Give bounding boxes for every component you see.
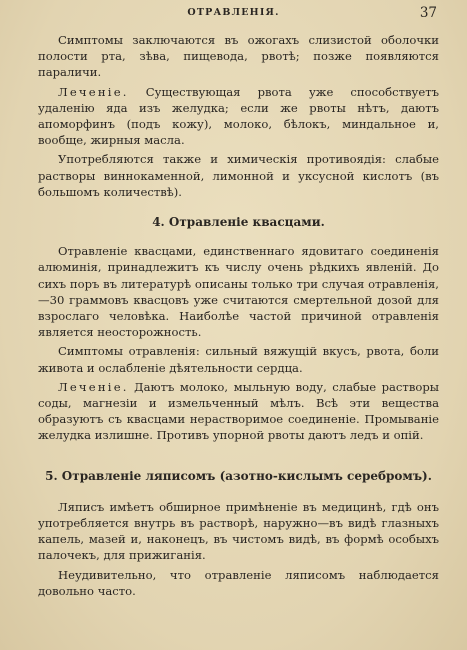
running-head [0, 6, 467, 22]
paragraph-antidotes: Употребляются также и химическія противоядія: слабые растворы виннокаменной, лимонной и уксусной кислотъ (въ большомъ количествѣ). [38, 152, 439, 199]
alum-treatment-text: Даютъ молоко, мыльную воду, слабые растворы соды, магнезіи и измельченный мѣлъ. Всѣ эти вещества образуютъ съ квасцами нерастворимое соединеніе. Промываніе желудка излишне. Противъ упорной рвоты даютъ ледъ и опій. [38, 379, 439, 443]
paragraph-treatment [38, 84, 439, 149]
paragraph-alum-treatment [38, 379, 439, 444]
treatment-text: Существующая рвота уже способствуетъ удаленію яда изъ желудка; если же рвоты нѣтъ, даютъ апоморфинъ (подъ кожу), молоко, бѣлокъ, миндальное и, вообще, жирныя масла. [38, 84, 439, 148]
paragraph-alum-symptoms: Симптомы отравленія: сильный вяжущій вкусъ, рвота, боли живота и ослабленіе дѣятельности сердца. [38, 344, 439, 375]
section-heading-alum: 4. Отравленіе квасцами. [152, 215, 325, 230]
treatment-label: Леченіе. [58, 84, 129, 99]
body-text [38, 32, 439, 602]
alum-treatment-label: Леченіе. [58, 379, 129, 394]
paragraph-lapis-frequency: Неудивительно, что отравленіе ляписомъ наблюдается довольно часто. [38, 567, 439, 598]
page-number: 37 [419, 5, 437, 21]
paragraph-symptoms: Симптомы заключаются въ ожогахъ слизистой оболочки полости рта, зѣва, пищевода, рвотѣ; позже появляются параличи. [38, 33, 439, 80]
paragraph-alum-intro: Отравленіе квасцами, единственнаго ядовитаго соединенія алюминія, принадлежитъ къ числу очень рѣдкихъ явленій. До сихъ поръ въ литературѣ описаны только три случая отравленія,—30 граммовъ квасцовъ уже считаются смертельной дозой для взрослаго человѣка. Наиболѣе частой причиной отравленія является неосторожность. [38, 244, 439, 340]
paragraph-lapis-uses: Ляписъ имѣетъ обширное примѣненіе въ медицинѣ, гдѣ онъ употребляется внутрь въ растворѣ, наружно—въ видѣ глазныхъ капель, мазей и, наконецъ, въ чистомъ видѣ, въ формѣ особыхъ палочекъ, для прижиганія. [38, 499, 439, 563]
section-heading-lapis: 5. Отравленіе ляписомъ (азотно-кислымъ серебромъ). [45, 468, 432, 483]
running-title: ОТРАВЛЕНІЯ. [187, 7, 280, 18]
